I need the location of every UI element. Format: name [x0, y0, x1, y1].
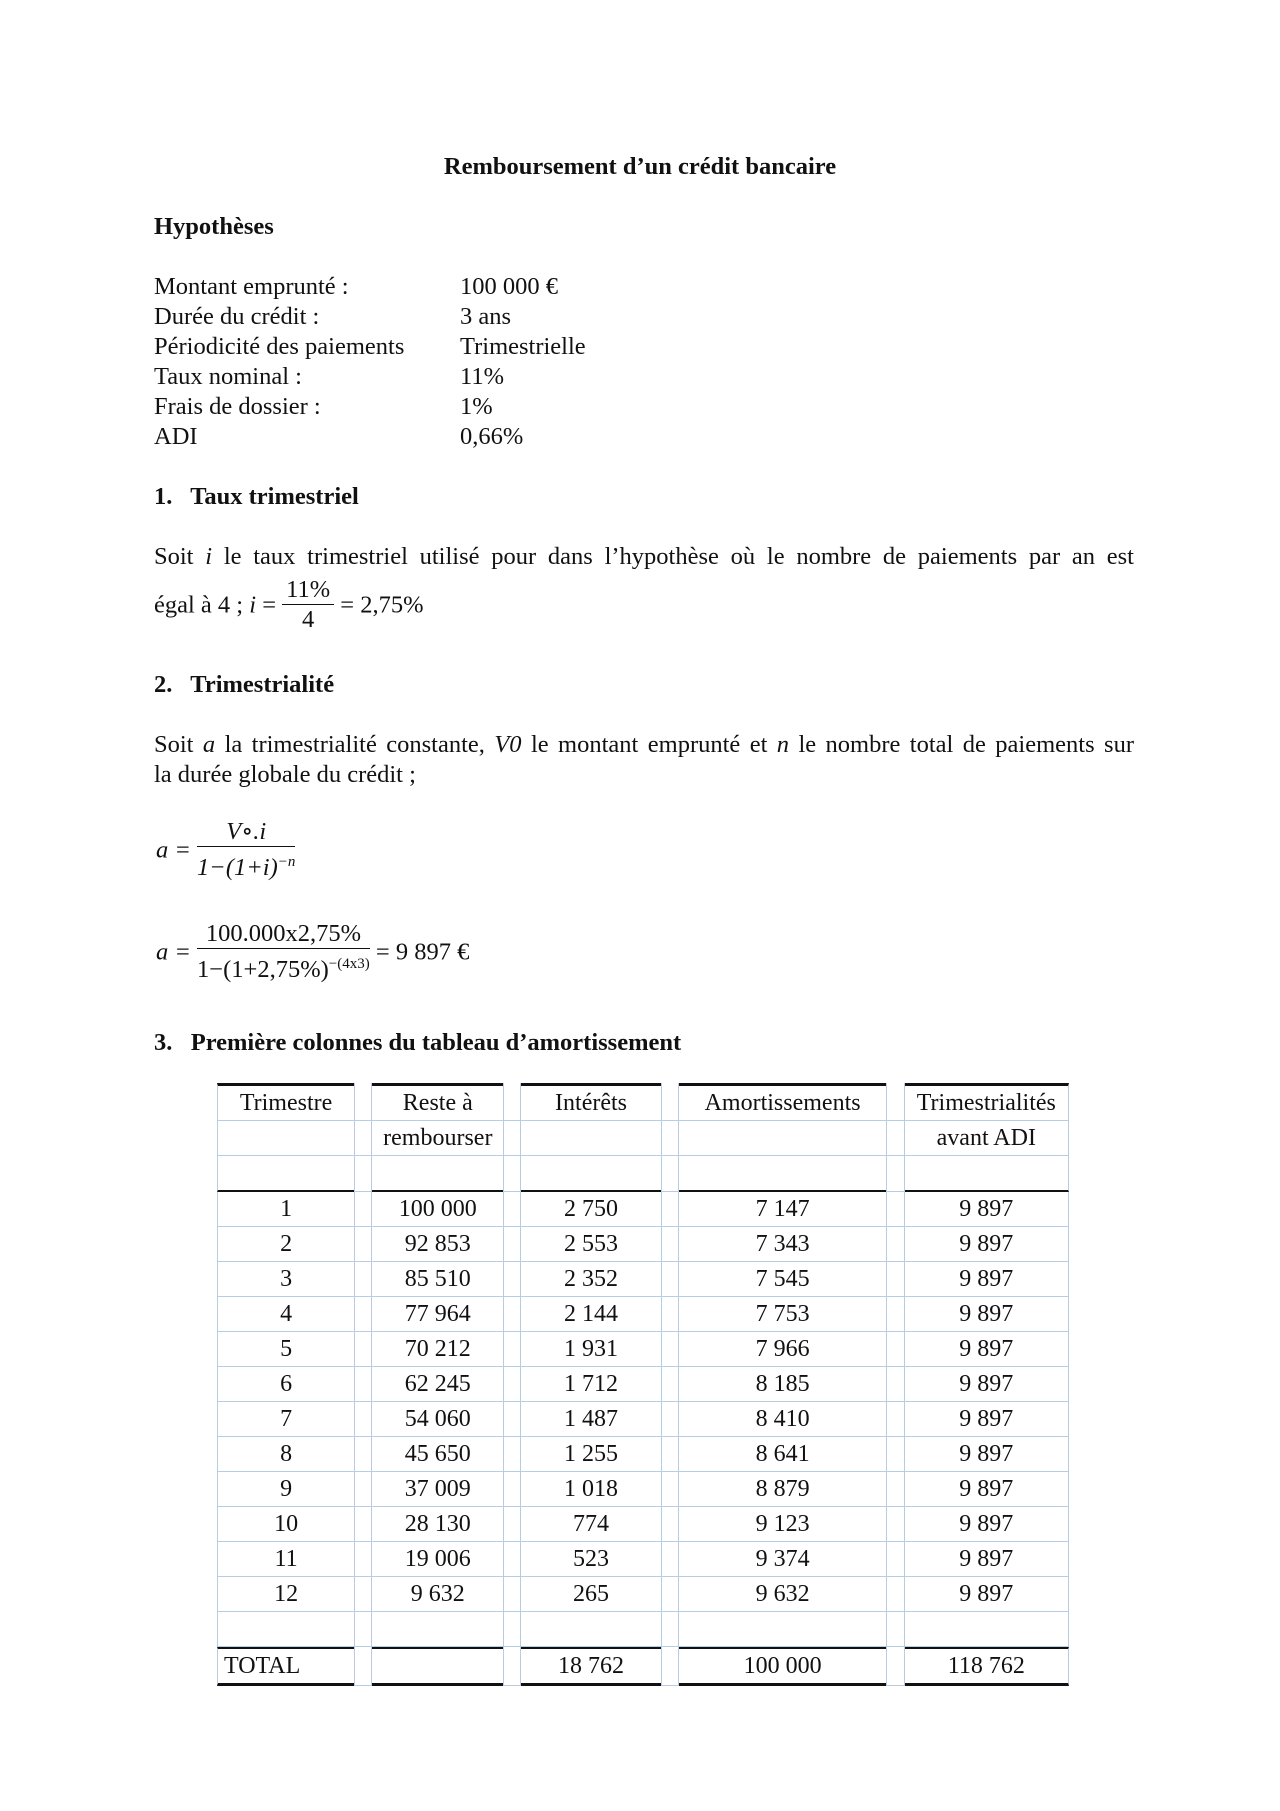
interets-cell: 2 352 — [521, 1262, 660, 1297]
table-cell — [905, 1612, 1069, 1647]
trimestre-cell: 3 — [217, 1262, 354, 1297]
column-gap — [661, 1612, 679, 1647]
reste-cell: 85 510 — [372, 1262, 503, 1297]
hypothesis-value: Trimestrielle — [460, 333, 586, 360]
table-cell — [521, 1612, 660, 1647]
hypothesis-row — [154, 302, 754, 332]
variable-i: i — [205, 543, 213, 570]
hypothesis-value: 0,66% — [460, 423, 524, 450]
trimestrialites-cell: 118 762 — [905, 1647, 1069, 1686]
column-gap — [661, 1156, 679, 1192]
trimestrialites-cell: 9 897 — [905, 1507, 1069, 1542]
equation-result: = 2,75% — [334, 591, 424, 619]
reste-cell: 92 853 — [372, 1227, 503, 1262]
trimestrialites-cell: 9 897 — [905, 1332, 1069, 1367]
table-row — [217, 1332, 1069, 1367]
section-2-paragraph-line-2: la durée globale du crédit ; — [154, 761, 416, 788]
column-gap — [503, 1192, 521, 1227]
hypothesis-value: 1% — [460, 393, 493, 420]
trimestre-cell: 6 — [217, 1367, 354, 1402]
hypothesis-label: Montant emprunté : — [154, 273, 349, 300]
column-gap — [503, 1402, 521, 1437]
reste-cell: 70 212 — [372, 1332, 503, 1367]
hypothesis-value: 100 000 € — [460, 273, 558, 300]
denominator-exponent: −n — [277, 854, 296, 870]
amortissements-cell: 7 753 — [679, 1297, 887, 1332]
fraction — [197, 818, 295, 883]
fraction-denominator: 4 — [302, 606, 315, 633]
interets-cell: 1 018 — [521, 1472, 660, 1507]
variable-n: n — [776, 731, 790, 758]
reste-cell: 9 632 — [372, 1577, 503, 1612]
hypothesis-row — [154, 362, 754, 392]
column-gap — [354, 1297, 372, 1332]
amortissements-cell: 7 343 — [679, 1227, 887, 1262]
column-gap — [661, 1192, 679, 1227]
trimestre-header: Trimestre — [217, 1083, 354, 1121]
text-fragment: le nombre total de paiements sur — [789, 731, 1134, 758]
table-spacer-row — [217, 1612, 1069, 1647]
interets-header — [521, 1121, 660, 1156]
column-gap — [886, 1332, 904, 1367]
table-cell — [679, 1156, 887, 1192]
column-gap — [503, 1612, 521, 1647]
trimestre-header — [217, 1121, 354, 1156]
column-gap — [503, 1507, 521, 1542]
trimestrialites-cell: 9 897 — [905, 1192, 1069, 1227]
fraction-numerator: 11% — [282, 576, 334, 605]
hypothesis-label: Taux nominal : — [154, 363, 302, 390]
reste-header: rembourser — [372, 1121, 503, 1156]
hypothesis-row — [154, 422, 754, 452]
table-row — [217, 1297, 1069, 1332]
column-gap — [661, 1297, 679, 1332]
trimestrialites-header: Trimestrialités — [905, 1083, 1069, 1121]
amortissements-cell: 8 879 — [679, 1472, 887, 1507]
text-fragment: égal à 4 ; — [154, 591, 250, 619]
column-gap — [354, 1437, 372, 1472]
column-gap — [661, 1083, 679, 1121]
text-fragment: le taux trimestriel utilisé pour dans l’hypothèse où le nombre de paiements par an est — [212, 543, 1134, 570]
reste-header: Reste à — [372, 1083, 503, 1121]
column-gap — [661, 1227, 679, 1262]
table-cell — [679, 1612, 887, 1647]
trimestre-cell: 7 — [217, 1402, 354, 1437]
column-gap — [503, 1121, 521, 1156]
interets-cell: 1 712 — [521, 1367, 660, 1402]
hypothesis-value: 11% — [460, 363, 504, 390]
amortissements-cell: 9 374 — [679, 1542, 887, 1577]
formula-general — [156, 818, 295, 883]
trimestre-cell: TOTAL — [217, 1647, 354, 1686]
column-gap — [661, 1367, 679, 1402]
column-gap — [886, 1402, 904, 1437]
reste-cell: 54 060 — [372, 1402, 503, 1437]
column-gap — [503, 1083, 521, 1121]
column-gap — [886, 1297, 904, 1332]
column-gap — [661, 1437, 679, 1472]
fraction-numerator: 100.000x2,75% — [197, 920, 370, 949]
amortissements-cell: 7 966 — [679, 1332, 887, 1367]
interets-cell: 1 255 — [521, 1437, 660, 1472]
interets-cell: 1 487 — [521, 1402, 660, 1437]
table-cell — [217, 1612, 354, 1647]
section-3-heading: 3. Première colonnes du tableau d’amortissement — [154, 1029, 682, 1056]
amortissements-header — [679, 1121, 887, 1156]
column-gap — [503, 1227, 521, 1262]
section-2-heading: 2. Trimestrialité — [154, 671, 335, 698]
table-cell — [521, 1156, 660, 1192]
reste-cell: 62 245 — [372, 1367, 503, 1402]
column-gap — [661, 1402, 679, 1437]
trimestrialites-cell: 9 897 — [905, 1577, 1069, 1612]
interets-header: Intérêts — [521, 1083, 660, 1121]
trimestrialites-cell: 9 897 — [905, 1472, 1069, 1507]
column-gap — [661, 1472, 679, 1507]
equals-sign: = — [256, 591, 283, 619]
column-gap — [354, 1083, 372, 1121]
reste-cell: 37 009 — [372, 1472, 503, 1507]
section-2-paragraph-line-1 — [154, 730, 1134, 760]
formula-numeric — [156, 920, 469, 985]
column-gap — [661, 1542, 679, 1577]
column-gap — [354, 1577, 372, 1612]
table-cell — [372, 1612, 503, 1647]
trimestre-cell: 8 — [217, 1437, 354, 1472]
interets-cell: 774 — [521, 1507, 660, 1542]
column-gap — [886, 1083, 904, 1121]
interets-cell: 2 750 — [521, 1192, 660, 1227]
column-gap — [503, 1577, 521, 1612]
column-gap — [661, 1332, 679, 1367]
variable-a: a — [202, 731, 216, 758]
column-gap — [354, 1472, 372, 1507]
table-header-row — [217, 1121, 1069, 1156]
table-spacer-row — [217, 1156, 1069, 1192]
column-gap — [354, 1192, 372, 1227]
reste-cell: 77 964 — [372, 1297, 503, 1332]
amortissements-cell: 9 123 — [679, 1507, 887, 1542]
table-row — [217, 1367, 1069, 1402]
table-total-row — [217, 1647, 1069, 1686]
column-gap — [886, 1121, 904, 1156]
table-row — [217, 1402, 1069, 1437]
hypothesis-row — [154, 392, 754, 422]
column-gap — [886, 1156, 904, 1192]
table-row — [217, 1577, 1069, 1612]
column-gap — [886, 1542, 904, 1577]
fraction-denominator — [197, 949, 370, 985]
column-gap — [503, 1156, 521, 1192]
column-gap — [886, 1612, 904, 1647]
table-row — [217, 1542, 1069, 1577]
table-row — [217, 1507, 1069, 1542]
trimestre-cell: 4 — [217, 1297, 354, 1332]
column-gap — [354, 1402, 372, 1437]
hypothesis-value: 3 ans — [460, 303, 512, 330]
table-row — [217, 1262, 1069, 1297]
trimestrialites-cell: 9 897 — [905, 1262, 1069, 1297]
amortissements-cell: 8 410 — [679, 1402, 887, 1437]
hypothesis-row — [154, 272, 754, 302]
section-1-heading: 1. Taux trimestriel — [154, 483, 359, 510]
reste-cell: 100 000 — [372, 1192, 503, 1227]
fraction-numerator: V∘.i — [197, 818, 295, 847]
column-gap — [354, 1542, 372, 1577]
reste-cell: 45 650 — [372, 1437, 503, 1472]
interets-cell: 2 144 — [521, 1297, 660, 1332]
column-gap — [503, 1367, 521, 1402]
denominator-base: 1−(1+2,75%) — [197, 956, 329, 984]
section-1-equation-line — [154, 576, 424, 635]
fraction — [197, 920, 370, 985]
column-gap — [354, 1262, 372, 1297]
column-gap — [886, 1367, 904, 1402]
table-row — [217, 1437, 1069, 1472]
amortissements-cell: 9 632 — [679, 1577, 887, 1612]
column-gap — [661, 1507, 679, 1542]
reste-cell: 19 006 — [372, 1542, 503, 1577]
column-gap — [886, 1262, 904, 1297]
hypotheses-heading: Hypothèses — [154, 213, 274, 240]
text-fragment: le montant emprunté et — [521, 731, 777, 758]
formula-lhs: a = — [156, 938, 191, 966]
table-row — [217, 1227, 1069, 1262]
trimestrialites-cell: 9 897 — [905, 1297, 1069, 1332]
trimestre-cell: 12 — [217, 1577, 354, 1612]
formula-result: = 9 897 € — [375, 938, 470, 966]
table-cell — [905, 1156, 1069, 1192]
column-gap — [354, 1227, 372, 1262]
hypothesis-label: Périodicité des paiements — [154, 333, 405, 360]
amortissements-cell: 8 185 — [679, 1367, 887, 1402]
column-gap — [661, 1577, 679, 1612]
column-gap — [354, 1612, 372, 1647]
column-gap — [503, 1262, 521, 1297]
fraction-denominator — [197, 847, 295, 883]
interets-cell: 2 553 — [521, 1227, 660, 1262]
amortissements-header: Amortissements — [679, 1083, 887, 1121]
trimestrialites-cell: 9 897 — [905, 1437, 1069, 1472]
interets-cell: 265 — [521, 1577, 660, 1612]
column-gap — [886, 1577, 904, 1612]
amortissements-cell: 7 545 — [679, 1262, 887, 1297]
column-gap — [503, 1472, 521, 1507]
column-gap — [503, 1437, 521, 1472]
column-gap — [886, 1192, 904, 1227]
amortissements-cell: 8 641 — [679, 1437, 887, 1472]
table-row — [217, 1472, 1069, 1507]
variable-i: i — [249, 591, 257, 619]
trimestre-cell: 5 — [217, 1332, 354, 1367]
page-title: Remboursement d’un crédit bancaire — [443, 153, 837, 180]
amortization-table — [217, 1083, 1069, 1686]
column-gap — [354, 1507, 372, 1542]
trimestre-cell: 2 — [217, 1227, 354, 1262]
column-gap — [354, 1367, 372, 1402]
fraction — [282, 576, 334, 635]
column-gap — [354, 1647, 372, 1686]
trimestrialites-cell: 9 897 — [905, 1542, 1069, 1577]
hypothesis-label: Frais de dossier : — [154, 393, 321, 420]
denominator-base: 1−(1+i) — [197, 854, 278, 882]
denominator-exponent: −(4x3) — [328, 956, 370, 972]
column-gap — [661, 1121, 679, 1156]
column-gap — [661, 1262, 679, 1297]
column-gap — [886, 1437, 904, 1472]
variable-v0: V0 — [494, 731, 522, 758]
reste-cell: 28 130 — [372, 1507, 503, 1542]
trimestrialites-cell: 9 897 — [905, 1227, 1069, 1262]
column-gap — [886, 1472, 904, 1507]
column-gap — [503, 1542, 521, 1577]
text-fragment: Soit — [154, 731, 203, 758]
trimestrialites-cell: 9 897 — [905, 1402, 1069, 1437]
trimestre-cell: 11 — [217, 1542, 354, 1577]
text-fragment: la trimestrialité constante, — [215, 731, 495, 758]
column-gap — [354, 1332, 372, 1367]
column-gap — [503, 1332, 521, 1367]
column-gap — [886, 1647, 904, 1686]
interets-cell: 1 931 — [521, 1332, 660, 1367]
table-cell — [217, 1156, 354, 1192]
hypothesis-row — [154, 332, 754, 362]
trimestre-cell: 1 — [217, 1192, 354, 1227]
interets-cell: 18 762 — [521, 1647, 660, 1686]
column-gap — [886, 1227, 904, 1262]
interets-cell: 523 — [521, 1542, 660, 1577]
formula-lhs: a = — [156, 836, 191, 864]
trimestre-cell: 10 — [217, 1507, 354, 1542]
column-gap — [503, 1647, 521, 1686]
column-gap — [661, 1647, 679, 1686]
section-1-paragraph-line-1 — [154, 542, 1134, 572]
trimestrialites-header: avant ADI — [905, 1121, 1069, 1156]
table-cell — [372, 1156, 503, 1192]
column-gap — [354, 1121, 372, 1156]
column-gap — [503, 1297, 521, 1332]
column-gap — [886, 1507, 904, 1542]
reste-cell — [372, 1647, 503, 1686]
trimestre-cell: 9 — [217, 1472, 354, 1507]
hypothesis-label: ADI — [154, 423, 198, 450]
table-row — [217, 1192, 1069, 1227]
amortissements-cell: 7 147 — [679, 1192, 887, 1227]
text-fragment: Soit — [154, 543, 206, 570]
amortissements-cell: 100 000 — [679, 1647, 887, 1686]
hypothesis-label: Durée du crédit : — [154, 303, 320, 330]
table-header-row — [217, 1083, 1069, 1121]
trimestrialites-cell: 9 897 — [905, 1367, 1069, 1402]
column-gap — [354, 1156, 372, 1192]
